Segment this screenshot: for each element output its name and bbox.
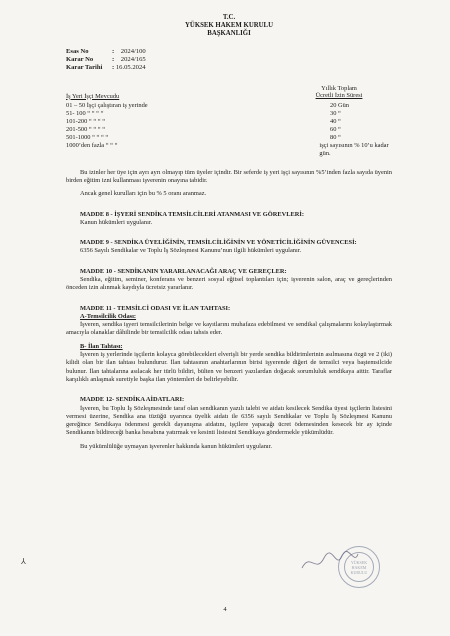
article-11-subtitle-a: A-Temsilcilik Odası:	[80, 312, 137, 320]
official-seal-stamp	[338, 546, 380, 588]
article-12-text: İşveren, bu Toplu İş Sözleşmesinde taraf olan sendikanın yazılı talebi ve aidatı kesilecek Sendika üyesi işçilerin listesini vermesi üzerine, Sendika ana tüzüğü uyarınca üyelik aidatı ile 6356 sayılı Sendikalar ve Toplu İş Sözleşmesi Kanunu gereğince Sendikaya ödenmesi gerekli dayanışma aidatını, işçilere yapacağı ücret ödemesinden kesecek bir ay içinde Sendikanın bildireceği banka hesabına yatırmak ve kesinti listesini Sendikaya göndermekle yükümlüdür.	[66, 404, 392, 437]
leave-table-row: 1000’den fazla “ “ “ işçi sayısının % 10’u kadar gün.	[66, 142, 389, 158]
article-11-title: MADDE 11 - TEMSİLCİ ODASI VE İLAN TAHTASI:	[80, 304, 231, 312]
article-10-text: Sendika, eğitim, seminer, konferans ve benzeri sosyal eğitsel toplantıları için; işverenin salon, araç ve gereçlerinden önceden izin alınmak kaydıyla ücretsiz yararlanır.	[66, 275, 392, 292]
page-number: 4	[223, 606, 227, 613]
leave-table-row: 51- 100 “ “ “ “ 30 “	[66, 109, 341, 117]
article-11-subtitle-b: B- İlan Tahtası:	[80, 342, 123, 350]
article-11-text-a: İşveren, sendika işyeri temsilcilerinin belge ve kayıtlarını muhafaza edebilmesi ve sendikal çalışmalarını kolaylaştırmak amacıyla olanaklar dâhilinde bir temsilcilik odası tahsis eder.	[66, 321, 392, 337]
article-9-title: MADDE 9 - SENDİKA ÜYELİĞİNİN, TEMSİLCİLİĞİNİN VE YÖNETİCİLİĞİNİN GÜVENCESİ:	[80, 239, 357, 247]
leave-table-left-header: İş Yeri İşçi Mevcudu	[66, 92, 120, 100]
leave-table-row: 201-500 “ “ “ “ 60 “	[66, 125, 341, 133]
leave-table-row: 101-200 “ “ “ “ 40 “	[66, 117, 341, 125]
leave-table-row: 501-1000 “ “ “ “ 80 “	[66, 133, 341, 141]
header-institution: YÜKSEK HAKEM KURULU	[185, 22, 273, 29]
leave-table-row: 01 – 50 İşçi çalıştıran iş yerinde 20 Gün	[66, 101, 349, 109]
article-8-text: Kanun hükümleri uygulanır.	[80, 218, 153, 226]
meta-row-esas: Esas No : 2024/100	[66, 48, 146, 55]
header-tc: T.C.	[222, 14, 236, 21]
article-12-text-2: Bu yükümlülüğe uymayan işverenler hakkında kanun hükümleri uygulanır.	[80, 442, 273, 450]
meta-row-karar-tarihi: Karar Tarihi : 16.05.2024	[66, 64, 146, 72]
leave-table	[66, 85, 392, 169]
article-12-title: MADDE 12- SENDİKA AİDATLARI:	[80, 396, 185, 404]
article-8-title: MADDE 8 - İŞYERİ SENDİKA TEMSİLCİLERİ ATANMASI VE GÖREVLERİ:	[80, 210, 304, 218]
stamp-text: YÜKSEK HAKEM KURULU	[350, 559, 368, 575]
paragraph-education-leave: Bu izinler her üye için ayrı ayrı olmayıp tüm üyeler içindir. Bir seferde iş yeri işçi sayısının %5’inden fazla sayıda üyenin birden eğitim izni kullanması işverenin onayına tabidir.	[66, 168, 392, 184]
leave-table-right-header: Yıllık Toplam Ücretli İzin Süresi	[315, 84, 363, 100]
paragraph-general-assembly: Ancak genel kurulları için bu % 5 oranı aranmaz.	[80, 190, 207, 198]
article-10-title: MADDE 10 - SENDİKANIN YARARLANACAĞI ARAÇ VE GEREÇLER:	[80, 267, 287, 275]
leave-table-rows	[66, 101, 396, 158]
meta-row-karar: Karar No : 2024/165	[66, 56, 146, 64]
case-meta	[66, 48, 216, 73]
document-header	[66, 14, 392, 38]
article-11-text-b: İşveren iş yerlerinde işçilerin kolayca görebilecekleri elverişli bir yerde sendika bildirimlerinin asılmasına özgü ve 2 (iki) kilidi olan bir ilan tahtası bulundurur. İlan tahtasının anahtarlarının birisi işyerende diğeri de temsilci veya baştemsilcide bulunur. İlan tahtalarına asılacak her türlü bildiri, bülten ve benzeri yazılardan doğacak sorumluluk sendikaya aittir. Taraflar karşılıklı anlaşmak suretiyle başka ilan yöntemleri de belirleyebilir.	[66, 351, 392, 383]
margin-mark: ⅄	[21, 557, 26, 566]
header-presidency: BAŞKANLIĞI	[207, 30, 251, 37]
article-9-text: 6356 Sayılı Sendikalar ve Toplu İş Sözleşmesi Kanunu’nun ilgili hükümleri uygulanır.	[80, 247, 302, 255]
